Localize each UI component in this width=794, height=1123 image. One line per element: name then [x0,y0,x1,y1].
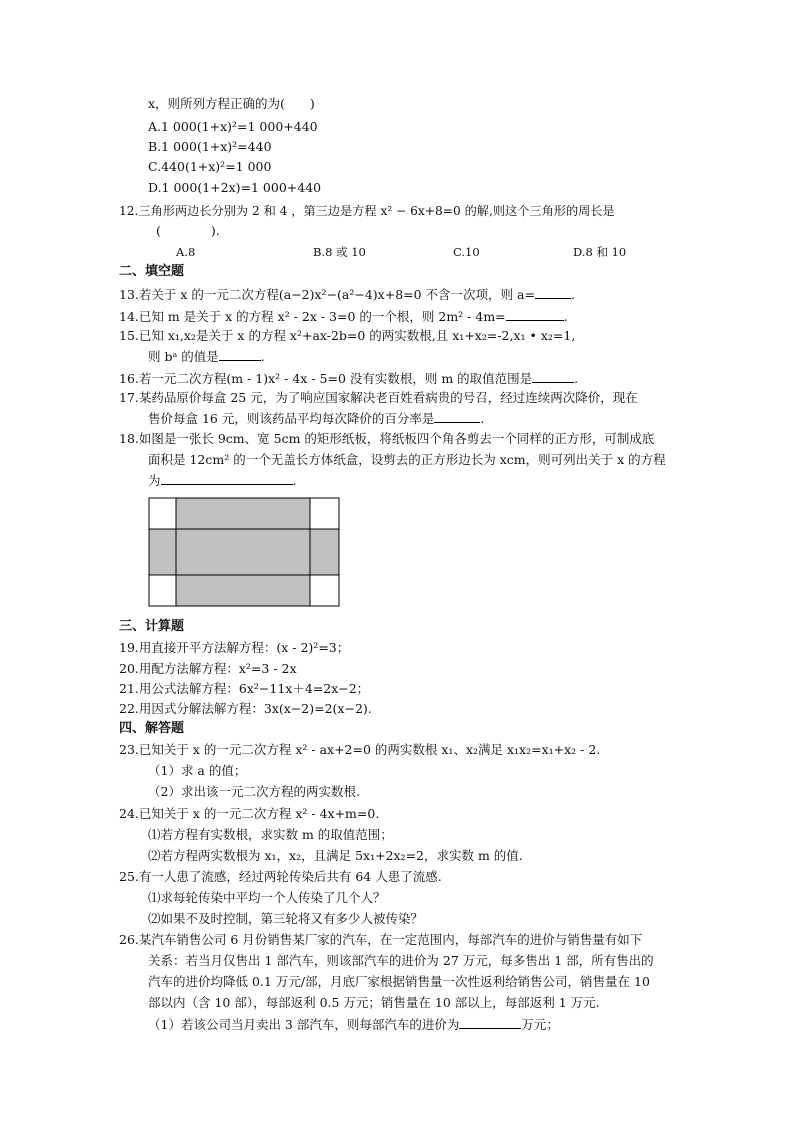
q12-option-c: C.10 [453,245,480,259]
section-solve-title: 四、解答题 [119,721,185,736]
section-fill-title: 二、填空题 [119,264,185,279]
q26-part1-text: （1）若该公司当月卖出 3 部汽车，则每部汽车的进价为 [148,1017,460,1032]
q14-end: . [563,309,568,324]
q13-text: 13.若关于 x 的一元二次方程(a−2)x²−(a²−4)x+8=0 不含一次项，则 a= [119,287,535,302]
q15-line2 [148,348,265,365]
q18-text: 为 [148,473,161,488]
q15-line1: 15.已知 x₁,x₂是关于 x 的方程 x²+ax-2b=0 的两实数根,且 x₁+x₂=-2,x₁ • x₂=1, [119,328,576,343]
fig-right-flap [310,529,339,575]
q12-stem: 12.三角形两边长分别为 2 和 4 ，第三边是方程 x² − 6x+8=0 的解,则这个三角形的周长是 [119,204,615,218]
fig-left-flap [149,529,176,575]
q18-blank [161,472,293,485]
q26-line2: 关系：若当月仅售出 1 部汽车，则该部汽车的进价为 27 万元，每多售出 1 部，所有售出的 [148,953,654,968]
q18-end: . [292,473,297,488]
q14-blank [506,308,564,321]
q26-blank [459,1016,521,1029]
q26-line4: 部以内（含 10 部），每部返利 0.5 万元；销售量在 10 部以上，每部返利 1 万元. [148,995,600,1010]
section-calc-title: 三、计算题 [119,619,185,634]
q21: 21.用公式法解方程：6x²−11x＋4=2x−2； [119,681,370,696]
q15-end: . [260,349,265,364]
q18-line2: 面积是 12cm² 的一个无盖长方体纸盒，设剪去的正方形边长为 xcm，则可列出关于 x 的方程 [148,452,666,467]
q17-text: 售价每盒 16 元，则该药品平均每次降价的百分率是 [148,411,435,426]
q24-part1: ⑴若方程有实数根，求实数 m 的取值范围； [148,827,393,842]
q12-paren: ( ). [156,223,220,238]
fig-corner-tr [310,498,339,529]
q16-end: . [574,371,579,386]
q16-text: 16.若一元二次方程(m - 1)x² - 4x - 5=0 没有实数根，则 m 的取值范围是 [119,371,533,386]
q25-part1: ⑴求每轮传染中平均一个人传染了几个人？ [148,890,386,905]
q17-end: . [480,411,485,426]
q18-line1: 18.如图是一张长 9cm、宽 5cm 的矩形纸板，将纸板四个角各剪去一个同样的正方形，可制成底 [119,431,655,446]
q15-text: 则 bᵃ 的值是 [148,349,219,364]
q26-line3: 汽车的进价均降低 0.1 万元/部，月底厂家根据销售量一次性返利给销售公司，销售量在 10 [148,974,650,989]
q23-part1: （1）求 a 的值； [148,763,247,778]
fig-top-flap [176,498,310,529]
fig-bottom-flap [176,575,310,606]
fig-corner-bl [149,575,176,606]
q17-line2 [148,410,484,427]
q12-option-d: D.8 和 10 [573,245,627,259]
q18-line3 [148,472,297,489]
box-net-figure [148,497,340,607]
q25-part2: ⑵如果不及时控制，第三轮将又有多少人被传染？ [148,911,424,926]
q26-part1 [148,1016,559,1033]
q24-part2: ⑵若方程两实数根为 x₁，x₂，且满足 5x₁+2x₂=2，求实数 m 的值. [148,848,523,863]
q19: 19.用直接开平方法解方程：(x - 2)²=3； [119,640,350,655]
q23-stem: 23.已知关于 x 的一元二次方程 x² - ax+2=0 的两实数根 x₁、x₂满足 x₁x₂=x₁+x₂ - 2. [119,742,601,757]
q23-part2: （2）求出该一元二次方程的两实数根. [148,784,360,799]
q11-option-d: D.1 000(1+2x)=1 000+440 [148,180,322,195]
q13-blank [535,286,571,299]
q17-line1: 17.某药品原价每盒 25 元，为了响应国家解决老百姓看病贵的号召，经过连续两次降价，现在 [119,390,638,405]
fig-corner-br [310,575,339,606]
q17-blank [434,410,480,423]
q13-end: . [570,287,575,302]
q11-option-a: A.1 000(1+x)²=1 000+440 [148,119,318,134]
q22: 22.用因式分解法解方程：3x(x−2)=2(x−2). [119,701,372,716]
q13 [119,286,575,303]
q15-blank [219,348,261,361]
q16-blank [532,370,574,383]
q26-part1-end: 万元； [521,1017,559,1032]
q24-stem: 24.已知关于 x 的一元二次方程 x² - 4x+m=0. [119,806,380,821]
q11-option-b: B.1 000(1+x)²=440 [148,139,272,154]
q12-options [0,244,794,260]
fig-base [176,529,310,575]
q12-option-b: B.8 或 10 [313,245,366,259]
q11-option-c: C.440(1+x)²=1 000 [148,159,272,174]
q16 [119,370,578,387]
q12-option-a: A.8 [176,245,196,259]
q26-line1: 26.某汽车销售公司 6 月份销售某厂家的汽车，在一定范围内，每部汽车的进价与销售量有如下 [119,932,643,947]
q25-stem: 25.有一人患了流感，经过两轮传染后共有 64 人患了流感. [119,869,442,884]
q14 [119,308,568,325]
fig-corner-tl [149,498,176,529]
q11-stem-tail: x，则所列方程正确的为( ) [148,96,315,111]
q20: 20.用配方法解方程：x²=3 - 2x [119,661,297,676]
q14-text: 14.已知 m 是关于 x 的方程 x² - 2x - 3=0 的一个根，则 2m² - 4m= [119,309,506,324]
